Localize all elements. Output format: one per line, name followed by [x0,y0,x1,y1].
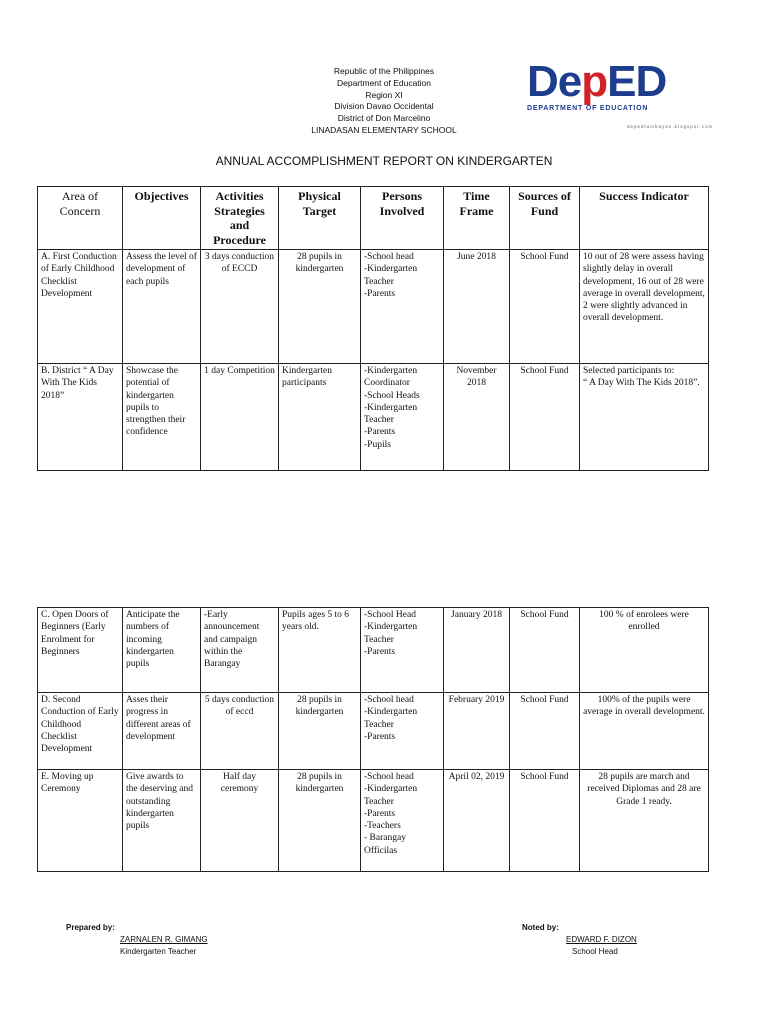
cell-indicator: 100 % of enrolees were enrolled [580,608,709,693]
prepared-by-name: ZARNALEN R. GIMANG [120,935,208,944]
cell-activities: 3 days conduction of ECCD [201,250,279,364]
cell-time: November 2018 [444,364,510,471]
prepared-by-label: Prepared by: [66,923,115,932]
cell-indicator: 28 pupils are march and received Diplomas and 28 are Grade 1 ready. [580,770,709,872]
cell-fund: School Fund [510,250,580,364]
deped-logo-subtitle: DEPARTMENT OF EDUCATION [527,105,649,112]
table-row [38,608,709,693]
cell-persons: -School head -Kindergarten Teacher -Parents -Teachers - Barangay Officilas [361,770,444,872]
table-row [38,770,709,872]
report-title: ANNUAL ACCOMPLISHMENT REPORT ON KINDERGARTEN [215,154,553,168]
cell-objectives: Showcase the potential of kindergarten pupils to strengthen their confidence [123,364,201,471]
header-target: Physical Target [279,187,361,250]
table-row [38,250,709,364]
cell-fund: School Fund [510,608,580,693]
cell-activities: Half day ceremony [201,770,279,872]
header-line-division: Division Davao Occidental [334,101,434,112]
noted-by-label: Noted by: [522,923,559,932]
deped-logo [527,57,717,136]
cell-target: Pupils ages 5 to 6 years old. [279,608,361,693]
table-row [38,693,709,770]
cell-objectives: Anticipate the numbers of incoming kindergarten pupils [123,608,201,693]
prepared-by-block [66,922,208,958]
cell-target: 28 pupils in kindergarten [279,770,361,872]
report-table-bottom [37,607,709,872]
cell-persons: -School head -Kindergarten Teacher -Parents [361,693,444,770]
header-line-school: LINADASAN ELEMENTARY SCHOOL [311,124,457,135]
cell-indicator: 10 out of 28 were assess having slightly delay in overall development, 16 out of 28 were average in overall development, 2 were slightly advanced in overall development. [580,250,709,364]
report-table-top [37,186,709,471]
cell-activities: 1 day Competition [201,364,279,471]
cell-area: B. District “ A Day With The Kids 2018” [38,364,123,471]
cell-area: C. Open Doors of Beginners (Early Enrolment for Beginners [38,608,123,693]
cell-area: D. Second Conduction of Early Childhood Checklist Development [38,693,123,770]
noted-by-title: School Head [572,947,618,956]
cell-activities: 5 days conduction of eccd [201,693,279,770]
table-header-row [38,187,709,250]
logo-website-watermark: depedtambayan.blogspot.com [627,124,714,129]
cell-target: Kindergarten participants [279,364,361,471]
cell-target: 28 pupils in kindergarten [279,693,361,770]
cell-time: January 2018 [444,608,510,693]
cell-fund: School Fund [510,770,580,872]
cell-fund: School Fund [510,364,580,471]
header-persons: Persons Involved [361,187,444,250]
cell-objectives: Assess the level of development of each pupils [123,250,201,364]
table-row [38,364,709,471]
cell-persons: -School head -Kindergarten Teacher -Parents [361,250,444,364]
deped-logo-mark: DepED [527,57,667,106]
cell-time: April 02, 2019 [444,770,510,872]
header-area: Area of Concern [38,187,123,250]
cell-objectives: Give awards to the deserving and outstanding kindergarten pupils [123,770,201,872]
cell-area: A. First Conduction of Early Childhood Checklist Development [38,250,123,364]
cell-area: E. Moving up Ceremony [38,770,123,872]
cell-target: 28 pupils in kindergarten [279,250,361,364]
header-line-region: Region XI [365,89,403,100]
prepared-by-title: Kindergarten Teacher [120,947,197,956]
header-line-district: District of Don Marcelino [337,113,431,124]
header-objectives: Objectives [123,187,201,250]
cell-persons: -School Head -Kindergarten Teacher -Parents [361,608,444,693]
noted-by-name: EDWARD F. DIZON [566,935,637,944]
cell-persons: -Kindergarten Coordinator -School Heads -Kindergarten Teacher -Parents -Pupils [361,364,444,471]
cell-indicator: 100% of the pupils were average in overall development. [580,693,709,770]
header-line-department: Department of Education [336,77,432,88]
cell-fund: School Fund [510,693,580,770]
cell-time: June 2018 [444,250,510,364]
header-fund: Sources of Fund [510,187,580,250]
header-activities: Activities Strategies and Procedure [201,187,279,250]
header-time: Time Frame [444,187,510,250]
noted-by-block [522,922,637,958]
cell-objectives: Asses their progress in different areas of development [123,693,201,770]
cell-time: February 2019 [444,693,510,770]
cell-indicator: Selected participants to: “ A Day With The Kids 2018”. [580,364,709,471]
header-indicator: Success Indicator [580,187,709,250]
cell-activities: -Early announcement and campaign within the Barangay [201,608,279,693]
header-line-republic: Republic of the Philippines [333,66,435,76]
